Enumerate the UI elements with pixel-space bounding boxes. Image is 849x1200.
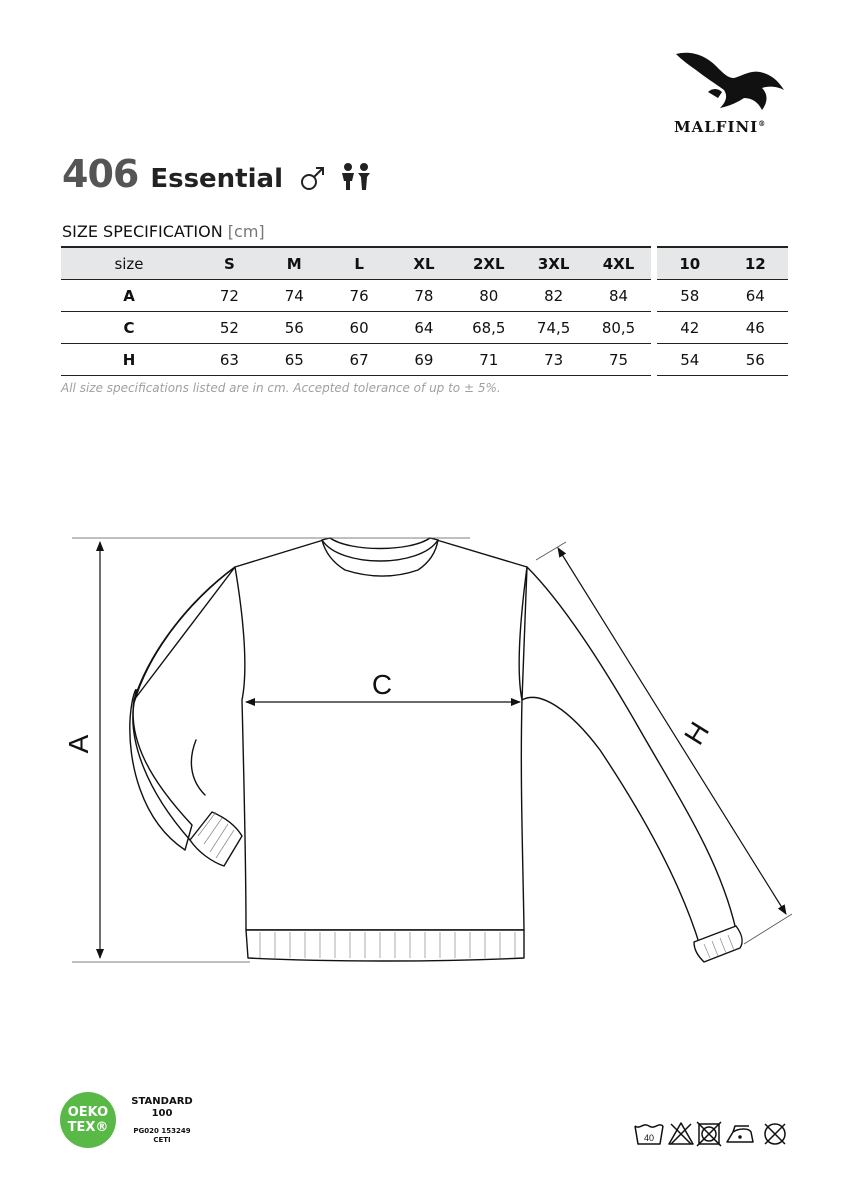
table-cell: 63 <box>197 344 262 376</box>
tolerance-note: All size specifications listed are in cm. Accepted tolerance of up to ± 5%. <box>61 381 501 395</box>
size-header: 2XL <box>456 247 521 280</box>
product-model: 406 <box>62 152 139 196</box>
measure-h-bottom-guide <box>744 914 792 944</box>
wash-40-icon <box>635 1125 663 1144</box>
table-cell: 42 <box>657 312 723 344</box>
measure-label: A <box>61 280 197 312</box>
measure-label: C <box>61 312 197 344</box>
size-header: 10 <box>657 247 723 280</box>
product-name: Essential <box>150 164 283 194</box>
iron-low-icon <box>727 1126 753 1142</box>
size-header: L <box>327 247 392 280</box>
table-cell: 73 <box>521 344 586 376</box>
oeko-certificate <box>124 1127 200 1145</box>
oeko-cert-code: PG020 153249 <box>133 1127 191 1135</box>
oeko-standard <box>124 1096 200 1120</box>
table-cell: 80,5 <box>586 312 651 344</box>
size-header: S <box>197 247 262 280</box>
brand-name: MALFINI® <box>674 118 767 136</box>
measure-label: H <box>61 344 197 376</box>
size-header: XL <box>392 247 457 280</box>
corner-label: size <box>61 247 197 280</box>
table-cell: 80 <box>456 280 521 312</box>
size-header: M <box>262 247 327 280</box>
table-cell: 74,5 <box>521 312 586 344</box>
table-cell: 65 <box>262 344 327 376</box>
table-cell: 82 <box>521 280 586 312</box>
oeko-standard-line1: STANDARD <box>131 1096 193 1107</box>
oeko-institute: CETI <box>153 1136 171 1144</box>
table-cell: 76 <box>327 280 392 312</box>
oeko-badge-line2: TEX® <box>67 1120 109 1135</box>
care-symbols <box>633 1120 791 1148</box>
table-cell: 74 <box>262 280 327 312</box>
oeko-standard-line2: 100 <box>151 1108 173 1119</box>
oeko-badge-line1: OEKO <box>67 1105 109 1120</box>
no-bleach-icon <box>669 1123 693 1144</box>
size-header: 4XL <box>586 247 651 280</box>
measure-c-label: C <box>371 669 393 700</box>
table-cell: 52 <box>197 312 262 344</box>
wash-temp: 40 <box>643 1133 655 1143</box>
table-cell: 46 <box>723 312 789 344</box>
size-header: 3XL <box>521 247 586 280</box>
table-cell: 71 <box>456 344 521 376</box>
no-dry-clean-icon <box>765 1124 785 1144</box>
table-cell: 64 <box>392 312 457 344</box>
oeko-tex-badge <box>60 1092 116 1148</box>
table-cell: 68,5 <box>456 312 521 344</box>
measure-h-label: H <box>678 716 716 750</box>
no-tumble-dry-icon <box>697 1122 721 1146</box>
table-cell: 58 <box>657 280 723 312</box>
measure-a-label: A <box>63 734 94 754</box>
table-cell: 67 <box>327 344 392 376</box>
sweatshirt-outline <box>130 538 742 962</box>
size-spec-unit: [cm] <box>227 222 265 241</box>
measure-h-top-guide <box>536 542 566 560</box>
table-cell: 84 <box>586 280 651 312</box>
table-cell: 54 <box>657 344 723 376</box>
table-cell: 56 <box>723 344 789 376</box>
table-cell: 64 <box>723 280 789 312</box>
table-cell: 60 <box>327 312 392 344</box>
table-cell: 72 <box>197 280 262 312</box>
table-cell: 69 <box>392 344 457 376</box>
size-header: 12 <box>723 247 789 280</box>
size-spec-heading-text: SIZE SPECIFICATION <box>62 222 223 241</box>
table-cell: 56 <box>262 312 327 344</box>
table-cell: 78 <box>392 280 457 312</box>
table-cell: 75 <box>586 344 651 376</box>
